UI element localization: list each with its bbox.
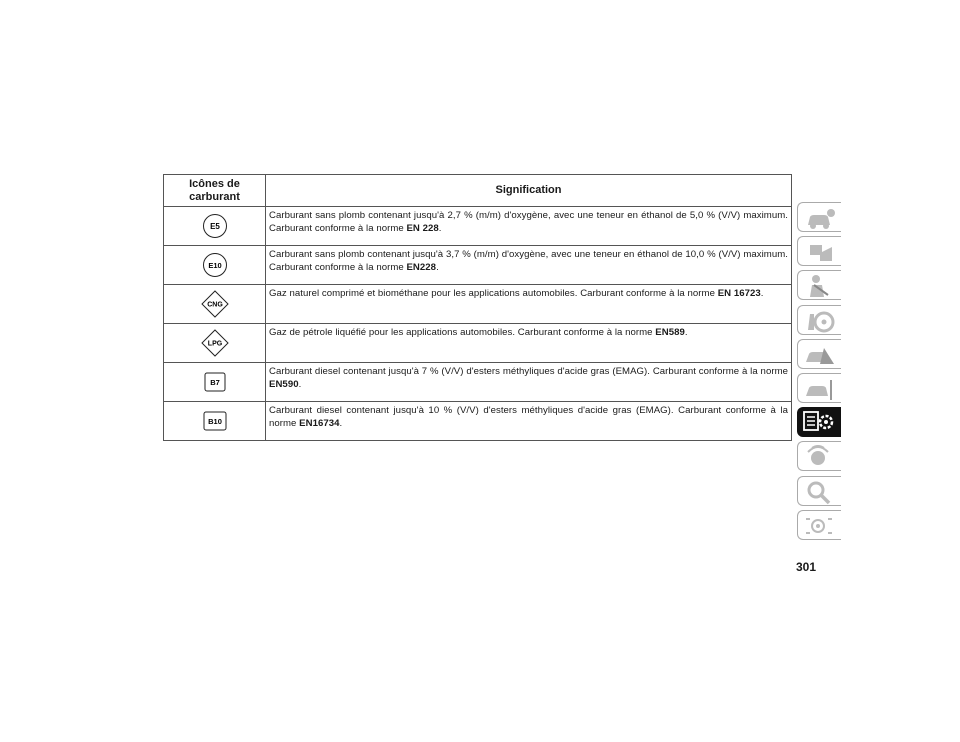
fuel-description: Carburant diesel contenant jusqu'à 10 % (V/V) d'esters méthyliques d'acide gras (EMAG). Carburant conforme à la norme EN16734.: [266, 402, 792, 441]
svg-text:CNG: CNG: [206, 301, 223, 309]
tab-seatbelt[interactable]: [797, 270, 841, 300]
fuel-b7-icon: [164, 363, 266, 402]
multimedia-icon: [802, 444, 838, 470]
header-icons: Icônes de carburant: [164, 175, 266, 207]
fuel-icons-table: [163, 174, 792, 441]
car-dashboard-icon: [802, 205, 838, 231]
safety-icon: [802, 239, 838, 265]
fuel-description: Gaz naturel comprimé et biométhane pour les applications automobiles. Carburant conforme à la norme EN 16723.: [266, 285, 792, 324]
fuel-cng-icon: [164, 285, 266, 324]
fuel-b10-icon: [164, 402, 266, 441]
tab-languages[interactable]: [797, 510, 841, 540]
languages-icon: [802, 513, 838, 539]
svg-text:B10: B10: [207, 417, 222, 426]
table-row: [164, 324, 792, 363]
tab-car-tools[interactable]: [797, 373, 841, 403]
table-row: [164, 246, 792, 285]
fuel-e5-icon: [164, 207, 266, 246]
fuel-description: Carburant sans plomb contenant jusqu'à 3,7 % (m/m) d'oxygène, avec une teneur en éthanol de 10,0 % (V/V) maximum. Carburant conforme à la norme EN228.: [266, 246, 792, 285]
specifications-gear-icon: [801, 409, 837, 435]
car-tools-icon: [802, 376, 838, 402]
tab-multimedia[interactable]: [797, 441, 841, 471]
tab-specifications[interactable]: [797, 407, 841, 437]
table-header-row: [164, 175, 792, 207]
svg-text:E10: E10: [207, 260, 222, 270]
tab-safety[interactable]: [797, 236, 841, 266]
table-row: [164, 207, 792, 246]
header-meaning: Signification: [266, 175, 792, 207]
table-row: [164, 402, 792, 441]
svg-text:E5: E5: [209, 222, 220, 231]
table-row: [164, 363, 792, 402]
emergency-icon: [802, 342, 838, 368]
fuel-lpg-icon: [164, 324, 266, 363]
fuel-description: Carburant sans plomb contenant jusqu'à 2,7 % (m/m) d'oxygène, avec une teneur en éthanol de 5,0 % (V/V) maximum. Carburant conforme à la norme EN 228.: [266, 207, 792, 246]
fuel-description: Carburant diesel contenant jusqu'à 7 % (V/V) d'esters méthyliques d'acide gras (EMAG). Carburant conforme à la norme EN590.: [266, 363, 792, 402]
svg-text:B7: B7: [209, 378, 220, 387]
table-row: [164, 285, 792, 324]
seatbelt-icon: [802, 273, 838, 299]
fuel-description: Gaz de pétrole liquéfié pour les applications automobiles. Carburant conforme à la norme EN589.: [266, 324, 792, 363]
search-icon: [802, 479, 838, 505]
tab-steering[interactable]: [797, 305, 841, 335]
tab-search[interactable]: [797, 476, 841, 506]
tab-emergency[interactable]: [797, 339, 841, 369]
steering-icon: [802, 308, 838, 334]
svg-text:LPG: LPG: [207, 340, 222, 348]
page-number: 301: [796, 560, 817, 574]
tab-car-dashboard[interactable]: [797, 202, 841, 232]
fuel-e10-icon: [164, 246, 266, 285]
chapter-tabs: [797, 202, 841, 544]
